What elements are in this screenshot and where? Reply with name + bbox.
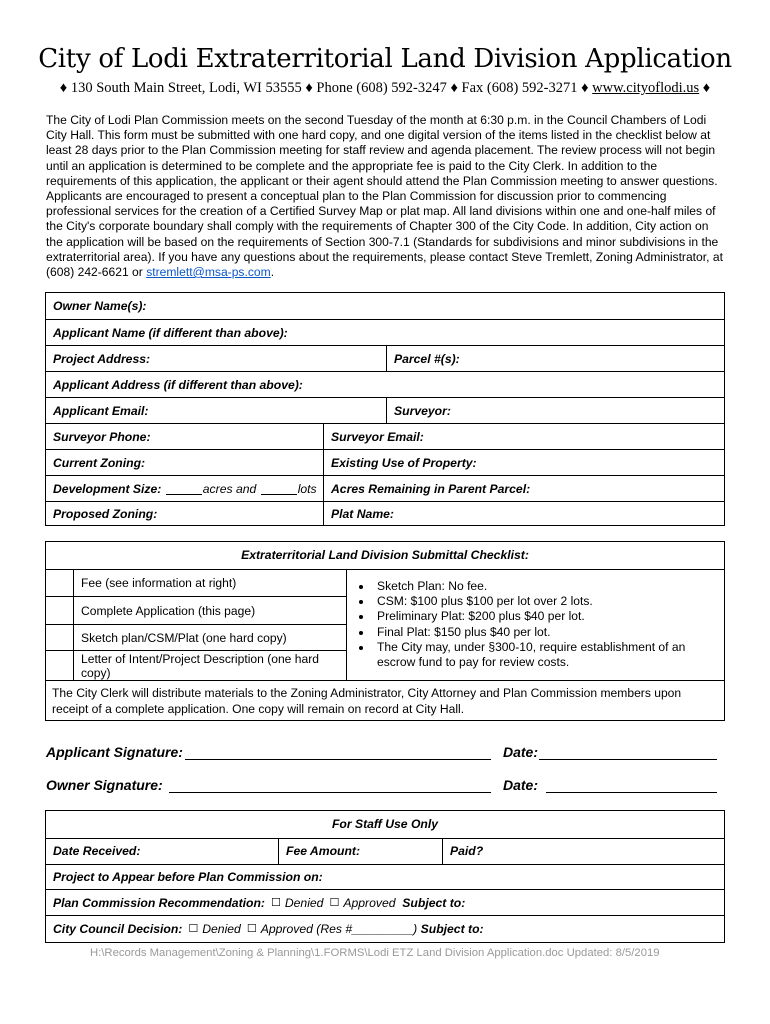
intro-text: The City of Lodi Plan Commission meets on the second Tuesday of the month at 6:30 p.m. in the Council Chambers of Lodi City Hall. This form must be submitted with one hard copy, and one digital version of the items listed in the checklist below at least 28 days prior to the Plan Commission meeting for staff review and agenda placement. The review process will not begin until an application is determined to be complete and the appropriate fee is paid to the City Clerk. In addition to the requirements of this application, the applicant or their agent should attend the Plan Commission meeting to answer questions. Applicants are encouraged to present a conceptual plan to the Plan Commission for discussion prior to commencing professional services for the creation of a Certified Survey Map or plat map. All land divisions within one and one-half miles of the City's corporate boundary shall comply with the requirements of Chapter 300 of the City Code. In addition, City action on the application will be based on the requirements of Section 300-7.1 (Standards for subdivisions and minor subdivisions in the extraterritorial area). If you have any questions about the requirements, please contact Steve Tremlett, Zoning Administrator, at (608) 242-6621 or [46,113,723,280]
row-pc-recommendation [46,890,724,916]
applicant-date-line[interactable] [539,759,717,760]
fee-item: • Sketch Plan: No fee. [373,579,716,594]
applicant-email-field[interactable]: Applicant Email: [53,403,149,418]
lots-blank[interactable] [261,483,297,495]
address-text: ♦ 130 South Main Street, Lodi, WI 53555 ♦ Phone (608) 592-3247 ♦ Fax (608) 592-3271 ♦ [59,80,593,96]
row-applicant-address [46,371,724,397]
cc-approved-checkbox[interactable]: ☐ [246,922,257,935]
row-staff-receipt [46,838,724,865]
cc-approved-label: Approved (Res #_________) [260,921,418,936]
row-applicant-email [46,397,724,423]
acres-blank[interactable] [166,483,202,495]
row-project-appear [46,865,724,890]
checklist-item-label: Sketch plan/CSM/Plat (one hard copy) [81,630,287,645]
pc-subject-to-label: Subject to: [402,895,466,910]
row-proposed-zoning [46,501,724,525]
row-zoning [46,449,724,475]
checklist-checkbox[interactable] [46,625,74,650]
intro-paragraph [46,113,728,280]
checklist-item [46,597,346,625]
applicant-name-field[interactable]: Applicant Name (if different than above): [53,325,288,340]
applicant-date-label: Date: [503,744,539,760]
pc-denied-checkbox[interactable]: ☐ [270,896,281,909]
pc-recommendation-field [46,890,724,915]
surveyor-phone-field[interactable]: Surveyor Phone: [53,429,151,444]
surveyor-field[interactable]: Surveyor: [386,398,724,423]
project-address-field[interactable]: Project Address: [53,351,151,366]
checklist-item [46,651,346,681]
fee-item: • Final Plat: $150 plus $40 per lot. [373,625,716,640]
file-path-footer: H:\Records Management\Zoning & Planning\1.FORMS\Lodi ETZ Land Division Application.doc Updated: 8/5/2019 [90,947,660,959]
page-title: City of Lodi Extraterritorial Land Division Application [38,44,732,74]
row-council-decision [46,916,724,941]
applicant-address-field[interactable]: Applicant Address (if different than above): [53,377,303,392]
contact-email-link[interactable]: stremlett@msa-ps.com [146,265,271,280]
fee-amount-field[interactable]: Fee Amount: [278,838,442,864]
staff-use-title: For Staff Use Only [46,811,724,839]
lots-label: lots [297,481,317,496]
owner-date-label: Date: [503,777,539,793]
checklist-item [46,625,346,651]
row-project-address [46,345,724,371]
checklist-item [46,570,346,597]
owner-names-field[interactable]: Owner Name(s): [53,299,147,313]
surveyor-email-field[interactable]: Surveyor Email: [323,424,724,449]
development-size-field[interactable] [46,476,323,501]
applicant-signature-line[interactable] [185,759,491,760]
cc-denied-label: Denied [202,921,241,936]
owner-date-line[interactable] [546,792,717,793]
checklist-item-label: Complete Application (this page) [81,603,256,618]
date-received-field[interactable]: Date Received: [53,844,141,858]
row-applicant-name [46,319,724,345]
applicant-info-table [45,292,725,526]
cc-denied-checkbox[interactable]: ☐ [188,922,199,935]
applicant-signature-label: Applicant Signature: [46,744,183,760]
submittal-checklist [45,541,725,721]
row-development-size [46,475,724,501]
acres-and-label: acres and [202,481,257,496]
fee-item: • CSM: $100 plus $100 per lot over 2 lots. [373,594,716,609]
checklist-checkbox[interactable] [46,570,74,596]
staff-use-table [45,810,725,943]
cc-subject-to-label: Subject to: [420,921,484,936]
intro-end: . [270,265,275,280]
development-size-label: Development Size: [53,481,162,496]
existing-use-field[interactable]: Existing Use of Property: [323,450,724,475]
pc-approved-checkbox[interactable]: ☐ [329,896,340,909]
pc-denied-label: Denied [284,895,324,910]
proposed-zoning-field[interactable]: Proposed Zoning: [53,506,158,521]
checklist-title: Extraterritorial Land Division Submittal Checklist: [46,542,724,570]
row-surveyor-phone [46,423,724,449]
owner-signature-label: Owner Signature: [46,777,163,793]
pc-recommendation-label: Plan Commission Recommendation: [53,895,265,910]
website-link[interactable]: www.cityoflodi.us [592,80,700,96]
council-decision-label: City Council Decision: [53,921,183,936]
checklist-item-label: Fee (see information at right) [81,576,237,590]
parcel-field[interactable]: Parcel #(s): [386,346,724,371]
fee-item: • Preliminary Plat: $200 plus $40 per lot. [373,609,716,624]
clerk-note: The City Clerk will distribute materials to the Zoning Administrator, City Attorney and Plan Commission members upon receipt of a complete application. One copy will remain on record at City Hall. [52,686,682,716]
pc-approved-label: Approved [343,895,396,910]
checklist-checkbox[interactable] [46,651,74,680]
owner-signature-line[interactable] [169,792,491,793]
current-zoning-field[interactable]: Current Zoning: [53,455,146,470]
fee-schedule [346,570,724,681]
row-owner [46,293,724,319]
acres-remaining-field[interactable]: Acres Remaining in Parent Parcel: [323,476,724,501]
checklist-item-label: Letter of Intent/Project Description (one hard copy) [81,651,319,680]
trailing-bullet: ♦ [699,80,711,96]
checklist-checkbox[interactable] [46,597,74,624]
paid-field[interactable]: Paid? [442,838,724,864]
council-decision-field [46,916,724,941]
plat-name-field[interactable]: Plat Name: [323,502,724,525]
contact-line [0,80,770,97]
fee-item: • The City may, under §300-10, require establishment of an escrow fund to pay for review costs. [373,640,716,670]
project-appear-field[interactable]: Project to Appear before Plan Commission on: [53,870,323,884]
